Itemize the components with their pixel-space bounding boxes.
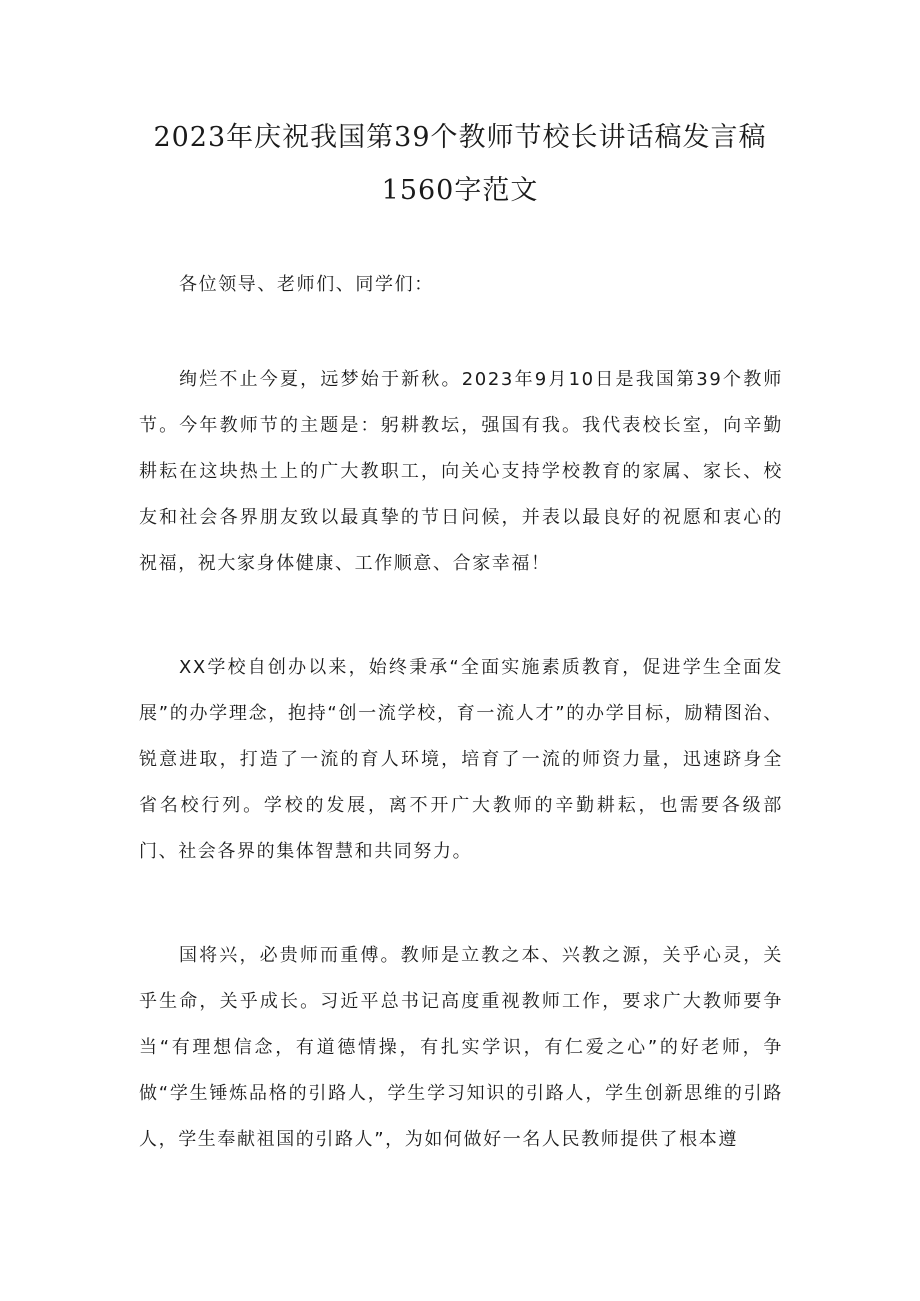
paragraph-3: 国将兴，必贵师而重傅。教师是立教之本、兴教之源，关乎心灵，关乎生命，关乎成长。习近平总书记高度重视教师工作，要求广大教师要争当“有理想信念，有道德情操，有扎实学识，有仁爱之心”的好老师，争做“学生锤炼品格的引路人，学生学习知识的引路人，学生创新思维的引路人，学生奉献祖国的引路人”，为如何做好一名人民教师提供了根本遵 bbox=[139, 945, 783, 1150]
paragraph-1: 绚烂不止今夏，远梦始于新秋。2023年9月10日是我国第39个教师节。今年教师节的主题是：躬耕教坛，强国有我。我代表校长室，向辛勤耕耘在这块热土上的广大教职工，向关心支持学校教育的家属、家长、校友和社会各界朋友致以最真挚的节日问候，并表以最良好的祝愿和衷心的祝福，祝大家身体健康、工作顺意、合家幸福！ bbox=[139, 369, 783, 574]
document-title-line-2: 1560字范文 bbox=[381, 175, 539, 206]
salutation: 各位领导、老师们、同学们： bbox=[179, 274, 434, 295]
paragraph-2: XX学校自创办以来，始终秉承“全面实施素质教育，促进学生全面发展”的办学理念，抱持“创一流学校，育一流人才”的办学目标，励精图治、锐意进取，打造了一流的育人环境，培育了一流的师资力量，迅速跻身全省名校行列。学校的发展，离不开广大教师的辛勤耕耘，也需要各级部门、社会各界的集体智慧和共同努力。 bbox=[139, 657, 783, 862]
document-title-line-1: 2023年庆祝我国第39个教师节校长讲话稿发言稿 bbox=[153, 122, 767, 153]
